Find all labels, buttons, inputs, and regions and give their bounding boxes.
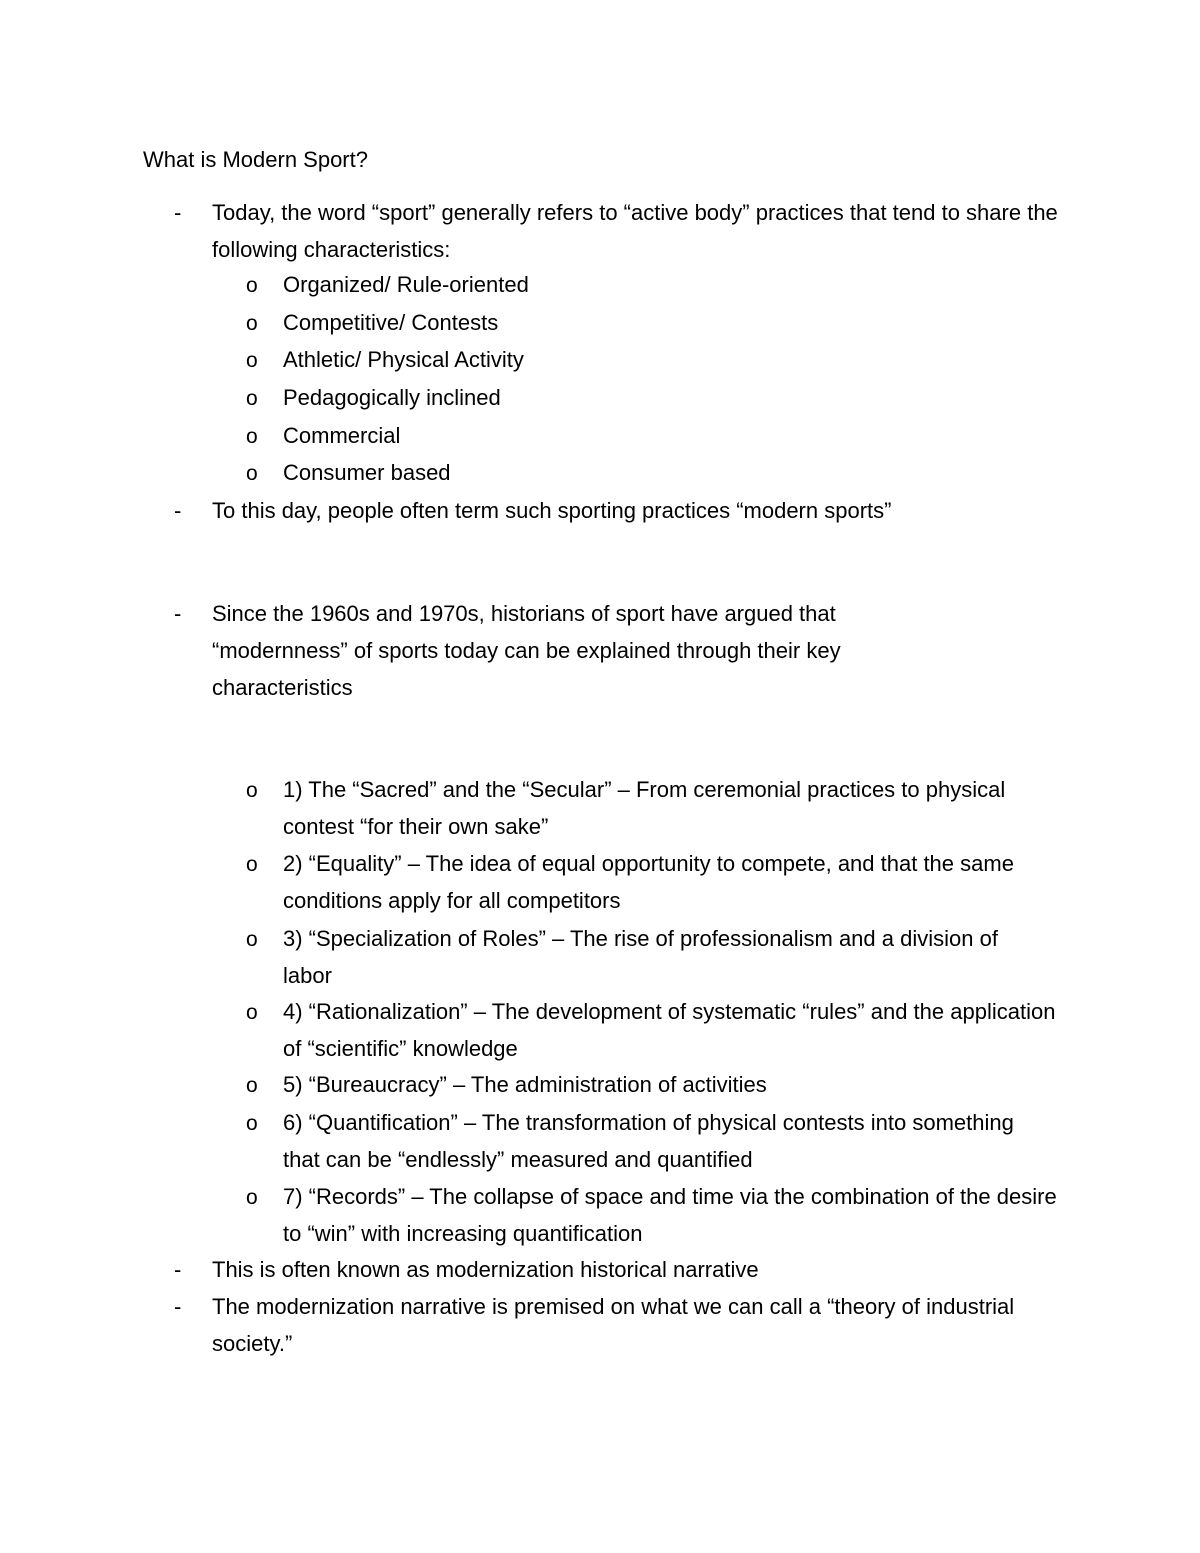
- key-characteristic-item: 4) “Rationalization” – The development of systematic “rules” and the application of “scientific” knowledge: [283, 999, 1056, 1061]
- sub-bullet-marker: o: [246, 462, 258, 485]
- sub-bullet-marker: o: [246, 1001, 258, 1024]
- bullet-dash: -: [174, 200, 182, 225]
- characteristic-item: Consumer based: [283, 460, 451, 485]
- page-title: What is Modern Sport?: [143, 147, 368, 172]
- bullet-text-2: To this day, people often term such sporting practices “modern sports”: [212, 498, 892, 523]
- sub-bullet-marker: o: [246, 928, 258, 951]
- sub-bullet-marker: o: [246, 1186, 258, 1209]
- characteristic-item: Commercial: [283, 423, 401, 448]
- sub-bullet-marker: o: [246, 425, 258, 448]
- bullet-text-1: Today, the word “sport” generally refers to “active body” practices that tend to share the following characteristics:: [212, 200, 1058, 262]
- characteristic-item: Athletic/ Physical Activity: [283, 347, 524, 372]
- key-characteristic-item: 7) “Records” – The collapse of space and time via the combination of the desire to “win” with increasing quantification: [283, 1184, 1057, 1246]
- bullet-text-4: This is often known as modernization historical narrative: [212, 1257, 759, 1282]
- bullet-text-3: Since the 1960s and 1970s, historians of sport have argued that “modernness” of sports today can be explained through their key characteristics: [212, 601, 841, 700]
- bullet-dash: -: [174, 601, 182, 626]
- characteristic-item: Organized/ Rule-oriented: [283, 272, 529, 297]
- key-characteristic-item: 2) “Equality” – The idea of equal opportunity to compete, and that the same conditions apply for all competitors: [283, 851, 1014, 913]
- bullet-dash: -: [174, 498, 182, 523]
- characteristic-item: Pedagogically inclined: [283, 385, 501, 410]
- bullet-text-5: The modernization narrative is premised on what we can call a “theory of industrial society.”: [212, 1294, 1015, 1356]
- sub-bullet-marker: o: [246, 853, 258, 876]
- sub-bullet-marker: o: [246, 779, 258, 802]
- bullet-dash: -: [174, 1294, 182, 1319]
- sub-bullet-marker: o: [246, 387, 258, 410]
- key-characteristic-item: 1) The “Sacred” and the “Secular” – From ceremonial practices to physical contest “for their own sake”: [283, 777, 1006, 839]
- characteristic-item: Competitive/ Contests: [283, 310, 499, 335]
- key-characteristic-item: 5) “Bureaucracy” – The administration of activities: [283, 1072, 767, 1097]
- key-characteristic-item: 3) “Specialization of Roles” – The rise of professionalism and a division of labor: [283, 926, 998, 988]
- sub-bullet-marker: o: [246, 1112, 258, 1135]
- key-characteristic-item: 6) “Quantification” – The transformation of physical contests into something that can be “endlessly” measured and quantified: [283, 1110, 1014, 1172]
- sub-bullet-marker: o: [246, 312, 258, 335]
- sub-bullet-marker: o: [246, 349, 258, 372]
- bullet-dash: -: [174, 1257, 182, 1282]
- sub-bullet-marker: o: [246, 274, 258, 297]
- sub-bullet-marker: o: [246, 1074, 258, 1097]
